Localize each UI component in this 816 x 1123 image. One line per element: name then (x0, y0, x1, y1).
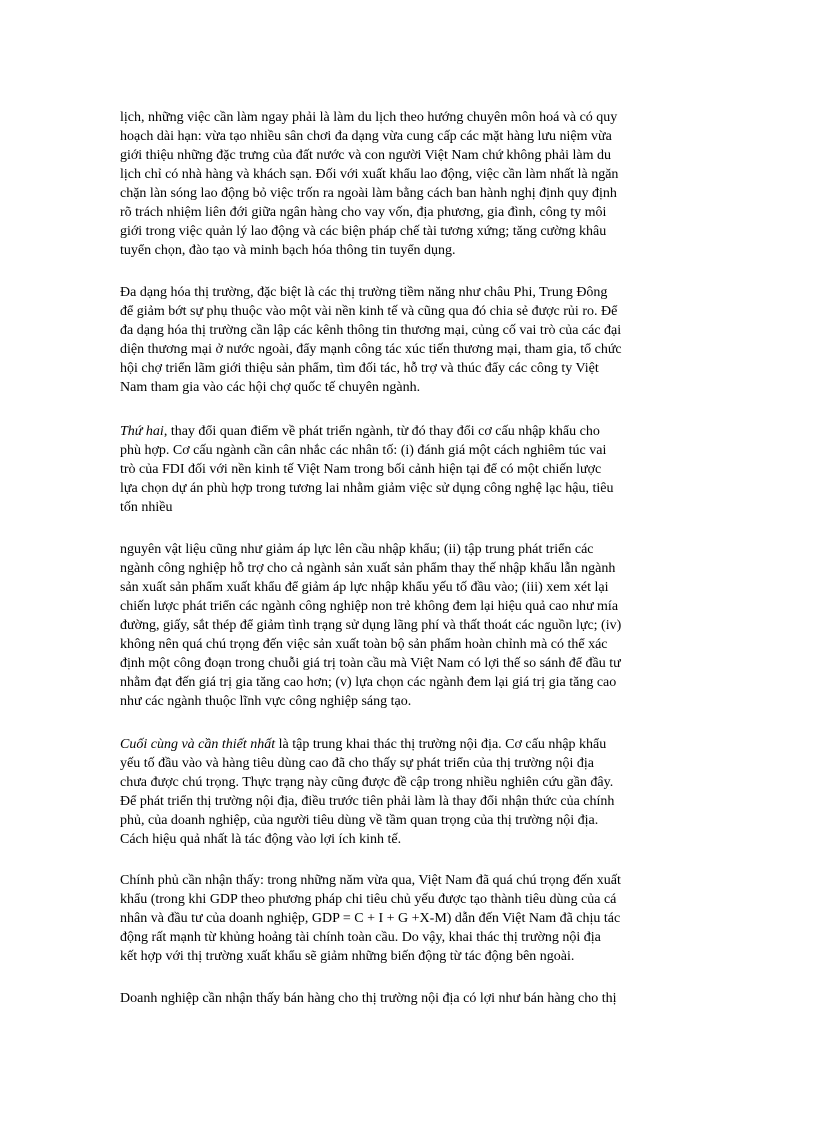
paragraph-government (120, 871, 700, 966)
text-line: chặn làn sóng lao động bỏ việc trốn ra ngoài làm bằng cách ban hành nghị định quy định (120, 186, 617, 201)
text-line: kết hợp với thị trường xuất khẩu sẽ giảm những biến động từ tác động bên ngoài. (120, 949, 575, 964)
text-line: khẩu (trong khi GDP theo phương pháp chi tiêu chủ yếu được tạo thành tiêu dùng của cá (120, 892, 617, 907)
paragraph-tourism-labor (120, 108, 700, 260)
lead-continuation: là tập trung khai thác thị trường nội địa. Cơ cấu nhập khẩu (275, 737, 607, 752)
text-line: tốn nhiều (120, 500, 173, 515)
text-line: Để phát triển thị trường nội địa, điều trước tiên phải làm là thay đổi nhận thức của chính (120, 794, 615, 809)
text-line: không nên quá chú trọng đến việc sản xuất toàn bộ sản phẩm hoàn chỉnh mà có thể xác (120, 637, 608, 652)
text-line: chiến lược phát triển các ngành công nghiệp non trẻ không đem lại hiệu quả cao như mía (120, 599, 619, 614)
text-line: nhằm đạt đến giá trị gia tăng cao hơn; (v) lựa chọn các ngành đem lại giá trị gia tăng cao (120, 675, 617, 690)
text-line: để giảm bớt sự phụ thuộc vào một vài nền kinh tế và cũng qua đó chia sẻ được rủi ro. Để (120, 304, 618, 319)
text-line: phủ, của doanh nghiệp, của người tiêu dùng về tầm quan trọng của thị trường nội địa. (120, 813, 599, 828)
text-line: hoạch dài hạn: vừa tạo nhiều sân chơi đa dạng vừa cung cấp các mặt hàng lưu niệm vừa (120, 129, 612, 144)
text-line: động rất mạnh từ khủng hoảng tài chính toàn cầu. Do vậy, khai thác thị trường nội địa (120, 930, 601, 945)
lead-continuation: , thay đổi quan điểm về phát triển ngành, từ đó thay đổi cơ cấu nhập khẩu cho (163, 424, 600, 439)
lead-phrase: Thứ hai (120, 424, 164, 439)
text-line: Nam tham gia vào các hội chợ quốc tế chuyên ngành. (120, 380, 421, 395)
text-line: diện thương mại ở nước ngoài, đẩy mạnh công tác xúc tiến thương mại, tham gia, tổ chức (120, 342, 622, 357)
text-line: tuyển chọn, đào tạo và minh bạch hóa thông tin tuyển dụng. (120, 243, 456, 258)
lead-phrase: Cuối cùng và cần thiết nhất (120, 737, 276, 752)
text-line: định một công đoạn trong chuỗi giá trị toàn cầu mà Việt Nam có lợi thế so sánh để đầu tư (120, 656, 621, 671)
text-line: Đa dạng hóa thị trường, đặc biệt là các thị trường tiềm năng như châu Phi, Trung Đông (120, 285, 608, 300)
text-line: lịch chỉ có nhà hàng và khách sạn. Đối với xuất khẩu lao động, việc cần làm nhất là ngăn (120, 167, 619, 182)
text-line: yếu tố đầu vào và hàng tiêu dùng cao đã cho thấy sự phát triển của thị trường nội địa (120, 756, 594, 771)
paragraph-final-point (120, 735, 700, 849)
text-line: nhân và đầu tư của doanh nghiệp, GDP = C + I + G +X-M) dẫn đến Việt Nam đã chịu tác (120, 911, 621, 926)
text-line: hội chợ triển lãm giới thiệu sản phẩm, tìm đối tác, hỗ trợ và thúc đẩy các công ty Việt (120, 361, 599, 376)
text-line: phù hợp. Cơ cấu ngành cần cân nhắc các nhân tố: (i) đánh giá một cách nghiêm túc vai (120, 443, 607, 458)
text-line: trò của FDI đối với nền kinh tế Việt Nam trong bối cảnh hiện tại để có một chiến lược (120, 462, 602, 477)
paragraph-industry-measures (120, 540, 700, 711)
text-line: chưa được chú trọng. Thực trạng này cũng được đề cập trong nhiều nghiên cứu gần đây. (120, 775, 614, 790)
paragraph-business (120, 989, 700, 1008)
text-line: lựa chọn dự án phù hợp trong tương lai nhằm giảm việc sử dụng công nghệ lạc hậu, tiêu (120, 481, 614, 496)
text-line: Chính phủ cần nhận thấy: trong những năm vừa qua, Việt Nam đã quá chú trọng đến xuất (120, 873, 621, 888)
text-line: ngành công nghiệp hỗ trợ cho cả ngành sản xuất sản phẩm thay thế nhập khẩu lẫn ngành (120, 561, 616, 576)
paragraph-market-diversification (120, 283, 700, 397)
text-line: giới thiệu những đặc trưng của đất nước và con người Việt Nam chứ không phải làm du (120, 148, 611, 163)
text-line (120, 735, 700, 754)
text-line: lịch, những việc cần làm ngay phải là làm du lịch theo hướng chuyên môn hoá và có quy (120, 110, 618, 125)
text-line: Doanh nghiệp cần nhận thấy bán hàng cho thị trường nội địa có lợi như bán hàng cho thị (120, 991, 617, 1006)
paragraph-second-point (120, 422, 700, 517)
text-line: rõ trách nhiệm liên đới giữa ngân hàng cho vay vốn, địa phương, gia đình, công ty môi (120, 205, 607, 220)
text-line: sản xuất sản phẩm xuất khẩu để giảm áp lực nhập khẩu yếu tố đầu vào; (iii) xem xét lại (120, 580, 609, 595)
text-line: đường, giấy, sắt thép để giảm tình trạng sử dụng lãng phí và thất thoát các nguồn lực; (iv) (120, 618, 622, 633)
text-line (120, 422, 700, 441)
text-line: đa dạng hóa thị trường cần lập các kênh thông tin thương mại, củng cố vai trò của các đại (120, 323, 622, 338)
text-line: như các ngành thuộc lĩnh vực công nghiệp sáng tạo. (120, 694, 412, 709)
text-line: nguyên vật liệu cũng như giảm áp lực lên cầu nhập khẩu; (ii) tập trung phát triển các (120, 542, 594, 557)
text-line: Cách hiệu quả nhất là tác động vào lợi ích kinh tế. (120, 832, 402, 847)
text-line: giới trong việc quản lý lao động và các biện pháp chế tài tương xứng; tăng cường khâu (120, 224, 607, 239)
